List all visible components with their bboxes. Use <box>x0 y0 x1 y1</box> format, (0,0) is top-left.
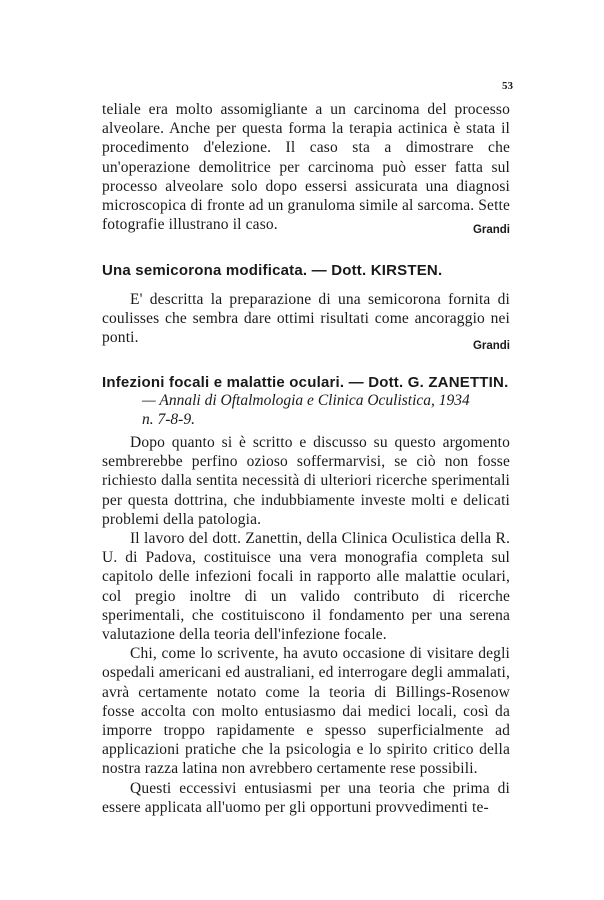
paragraph: E' descritta la preparazione di una semicorona fornita di coulisses che sembra dare ottimi risultati come ancoraggio nei ponti. <box>102 291 510 347</box>
section-heading: Infezioni focali e malattie oculari. — Dott. G. ZANETTIN. <box>102 374 509 391</box>
section-1-body <box>102 290 510 348</box>
section-2-body <box>102 433 510 817</box>
paragraph: Questi eccessivi entusiasmi per una teoria che prima di essere applicata all'uomo per gli opportuni provvedimenti te- <box>102 779 510 816</box>
citation-line: n. 7-8-9. <box>142 411 195 429</box>
citation-line: — Annali di Oftalmologia e Clinica Oculistica, 1934 <box>142 392 470 409</box>
section-0-body <box>102 100 510 234</box>
section-1 <box>102 262 510 279</box>
section-2 <box>102 374 510 429</box>
signature: Grandi <box>472 224 510 236</box>
section-heading: Una semicorona modificata. — Dott. KIRSTEN. <box>102 262 443 279</box>
citation <box>102 391 510 429</box>
paragraph: Chi, come lo scrivente, ha avuto occasione di visitare degli ospedali americani ed australiani, ed interrogare degli ammalati, avrà certamente notato come la teoria di Billings-Rosenow fosse accolta con molto entusiasmo dai medici locali, così da imporre troppo rapidamente e spesso superficialmente ad applicazioni pratiche che la psicologia e lo spirito critico della nostra razza latina non avrebbero certamente rese possibili. <box>102 645 510 778</box>
paragraph: Il lavoro del dott. Zanettin, della Clinica Oculistica della R. U. di Padova, costituisce una vera monografia completa sul capitolo delle infezioni focali in rapporto alle malattie oculari, col pregio inoltre di un valido contributo di ricerche sperimentali, che costituiscono il fondamento per una serena valutazione della teoria dell'infezione focale. <box>102 530 510 644</box>
paragraph: teliale era molto assomigliante a un carcinoma del processo alveolare. Anche per questa forma la terapia actinica è stata il procedimento d'elezione. Il caso sta a dimostrare che un'operazione demolitrice per carcinoma può esser fatta sul processo alveolare solo dopo essersi assicurata una diagnosi microscopica di fronte ad un granuloma simile al sarcoma. Sette fotografie illustrano il caso. <box>102 101 511 234</box>
paragraph: Dopo quanto si è scritto e discusso su questo argomento sembrerebbe perfino ozioso soffermarvisi, se ciò non fosse richiesto dalla sentita necessità di ulteriori ricerche sperimentali per questa dottrina, che indubbiamente investe molti e delicati problemi della patologia. <box>102 434 510 528</box>
signature: Grandi <box>472 340 510 352</box>
page-number: 53 <box>502 80 513 92</box>
